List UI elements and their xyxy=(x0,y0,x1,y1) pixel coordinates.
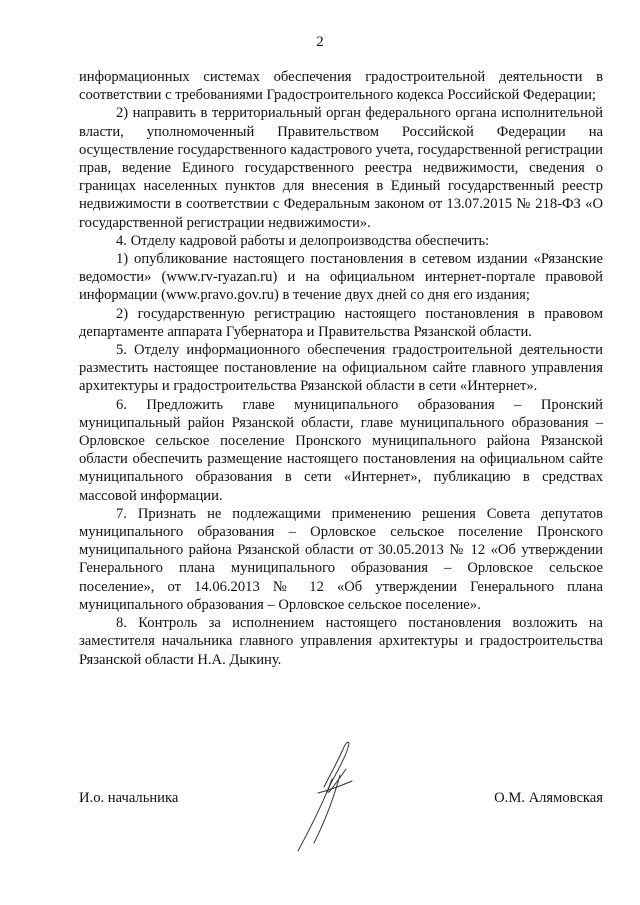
paragraph-item-2-rosreestr: 2) направить в территориальный орган федерального органа исполнительной власти, уполномоченный Правительством Российской Федерации на осуществление государственного кадастрового учета, государственной регистрации прав, ведение Единого государственного реестра недвижимости, сведения о границах населенных пунктов для внесения в Единый государственный реестр недвижимости в соответствии с Федеральным законом от 13.07.2015 № 218-ФЗ «О государственной регистрации недвижимости». xyxy=(79,105,603,231)
page-number: 2 xyxy=(316,34,324,50)
document-body xyxy=(79,68,603,669)
signature-block xyxy=(79,790,603,814)
paragraph-item-4: 4. Отделу кадровой работы и делопроизводства обеспечить: xyxy=(116,232,490,249)
signatory-title: И.о. начальника xyxy=(79,790,179,806)
paragraph-continuation: информационных системах обеспечения градостроительной деятельности в соответствии с требованиями Градостроительного кодекса Российской Федерации; xyxy=(79,69,603,104)
signature-stroke xyxy=(324,742,349,792)
signatory-name: О.М. Алямовская xyxy=(494,790,603,806)
paragraph-item-6: 6. Предложить главе муниципального образования – Пронский муниципальный район Рязанской области, главе муниципального образования – Орловское сельское поселение Пронского муниципального района Рязанской области обеспечить размещение настоящего постановления на официальном сайте муниципального образования в сети «Интернет», публикацию в средствах массовой информации. xyxy=(79,396,603,504)
paragraph-item-5: 5. Отделу информационного обеспечения градостроительной деятельности разместить настоящее постановление на официальном сайте главного управления архитектуры и градостроительства Рязанской области в сети «Интернет». xyxy=(79,342,603,395)
paragraph-item-4-1: 1) опубликование настоящего постановления в сетевом издании «Рязанские ведомости» (www.rv-ryazan.ru) и на официальном интернет-портале правовой информации (www.pravo.gov.ru) в течение двух дней со дня его издания; xyxy=(79,251,603,304)
paragraph-item-7: 7. Признать не подлежащими применению решения Совета депутатов муниципального образования – Орловское сельское поселение Пронского муниципального района Рязанской области от 30.05.2013 № 12 «Об утверждении Генерального плана муниципального образования – Орловское сельское поселение», от 14.06.2013 № 12 «Об утверждении Генерального плана муниципального образования – Орловское сельское поселение». xyxy=(79,505,603,613)
paragraph-item-8: 8. Контроль за исполнением настоящего постановления возложить на заместителя начальника главного управления архитектуры и градостроительства Рязанской области Н.А. Дыкину. xyxy=(79,615,603,668)
paragraph-item-4-2: 2) государственную регистрацию настоящего постановления в правовом департаменте аппарата Губернатора и Правительства Рязанской области. xyxy=(79,305,603,340)
